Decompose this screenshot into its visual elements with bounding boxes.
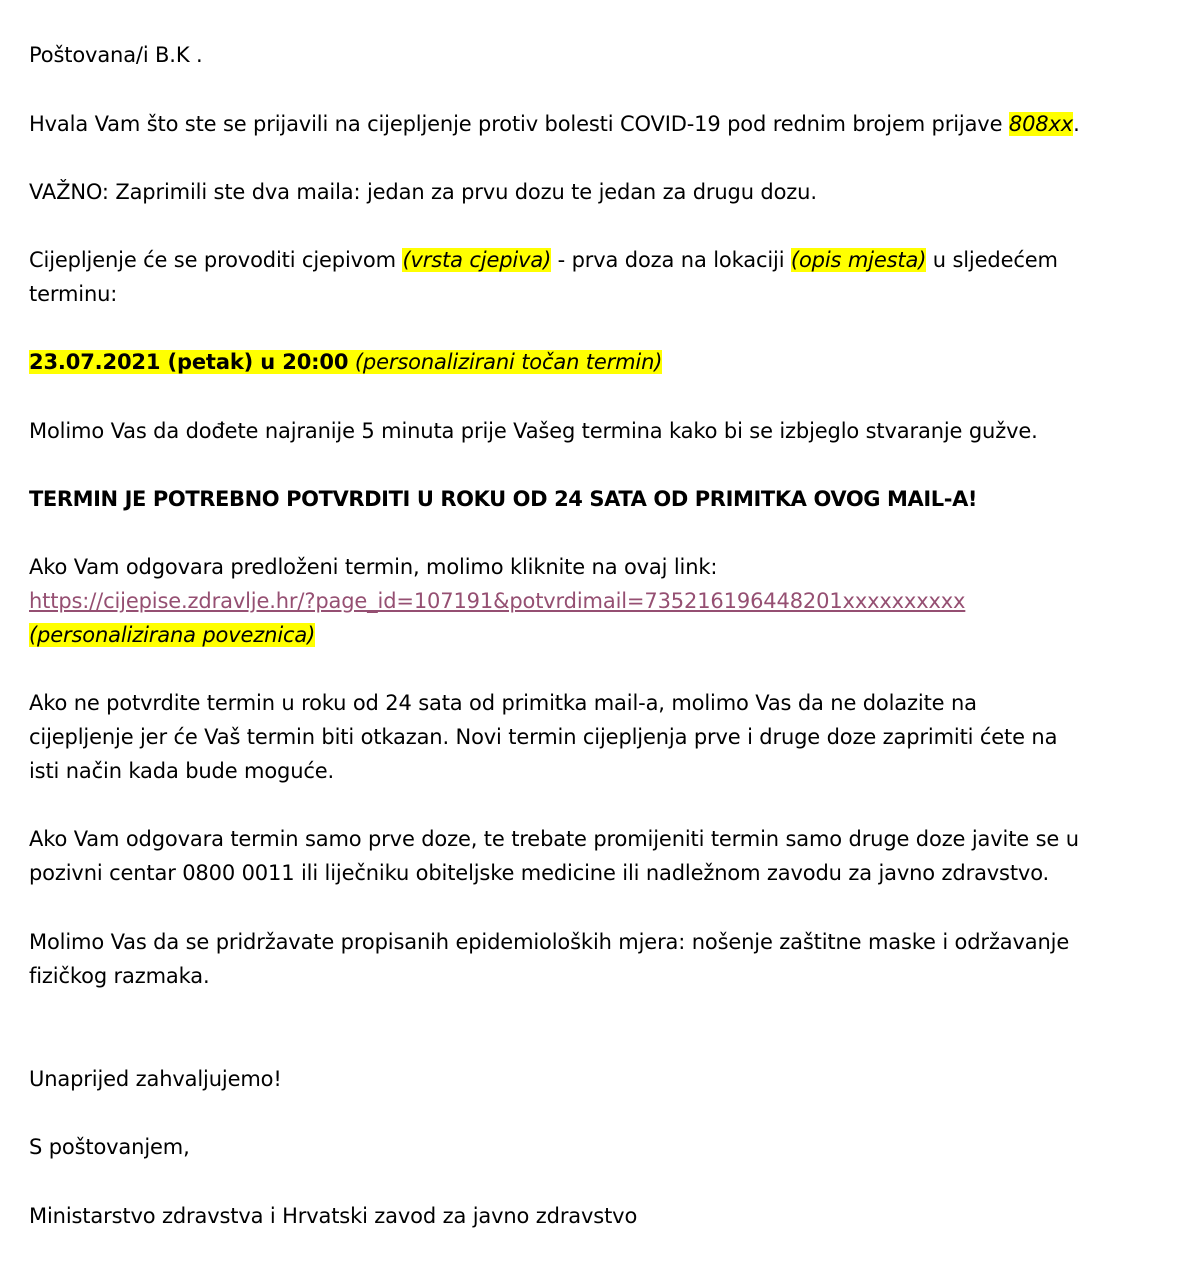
appointment-datetime: 23.07.2021 (petak) u 20:00 <box>29 350 349 374</box>
measures-line2: fizičkog razmaka. <box>29 964 210 988</box>
important-note: VAŽNO: Zaprimili ste dva maila: jedan za prvu dozu te jedan za drugu dozu. <box>29 180 817 204</box>
registration-text: Hvala Vam što ste se prijavili na cijepljenje protiv bolesti COVID-19 pod rednim brojem prijave <box>29 112 1009 136</box>
second-dose-line2: pozivni centar 0800 0011 ili liječniku obiteljske medicine ili nadležnom zavodu za javno zdravstvo. <box>29 861 1050 885</box>
confirm-link-line <box>29 584 965 618</box>
appointment-line <box>29 345 662 379</box>
confirmation-link[interactable]: https://cijepise.zdravlje.hr/?page_id=107191&potvrdimail=735216196448201xxxxxxxxxx <box>29 589 966 613</box>
confirm-instruction: Ako Vam odgovara predloženi termin, molimo kliknite na ovaj link: <box>29 555 718 579</box>
vaccination-text-b: - prva doza na lokaciji <box>551 248 791 272</box>
cancellation-line2: cijepljenje jer će Vaš termin biti otkazan. Novi termin cijepljenja prve i druge doze zaprimiti ćete na <box>29 725 1058 749</box>
vaccination-text-a: Cijepljenje će se provoditi cjepivom <box>29 248 403 272</box>
registration-number: 808xx <box>1008 112 1074 136</box>
link-note: (personalizirana poveznica) <box>29 623 316 647</box>
vaccination-text-c: u sljedećem <box>926 248 1058 272</box>
location-description: (opis mjesta) <box>790 248 927 272</box>
vaccine-type: (vrsta cjepiva) <box>402 248 552 272</box>
thanks: Unaprijed zahvaljujemo! <box>29 1067 282 1091</box>
second-dose-line1: Ako Vam odgovara termin samo prve doze, te trebate promijeniti termin samo druge doze javite se u <box>29 827 1079 851</box>
appointment-note: (personalizirani točan termin) <box>348 350 663 374</box>
confirmation-warning: TERMIN JE POTREBNO POTVRDITI U ROKU OD 24 SATA OD PRIMITKA OVOG MAIL-A! <box>29 487 978 511</box>
arrival-instruction: Molimo Vas da dođete najranije 5 minuta prije Vašeg termina kako bi se izbjeglo stvaranje gužve. <box>29 419 1038 443</box>
greeting: Poštovana/i B.K . <box>29 43 203 67</box>
cancellation-line1: Ako ne potvrdite termin u roku od 24 sata od primitka mail-a, molimo Vas da ne dolazite na <box>29 691 977 715</box>
signature: Ministarstvo zdravstva i Hrvatski zavod za javno zdravstvo <box>29 1204 638 1228</box>
vaccination-paragraph-line1 <box>29 243 1058 277</box>
closing: S poštovanjem, <box>29 1135 190 1159</box>
cancellation-line3: isti način kada bude moguće. <box>29 759 335 783</box>
measures-line1: Molimo Vas da se pridržavate propisanih epidemioloških mjera: nošenje zaštitne maske i održavanje <box>29 930 1070 954</box>
link-note-line <box>29 618 315 652</box>
registration-paragraph <box>29 107 1080 141</box>
vaccination-paragraph-line2: terminu: <box>29 282 118 306</box>
registration-end: . <box>1073 112 1080 136</box>
